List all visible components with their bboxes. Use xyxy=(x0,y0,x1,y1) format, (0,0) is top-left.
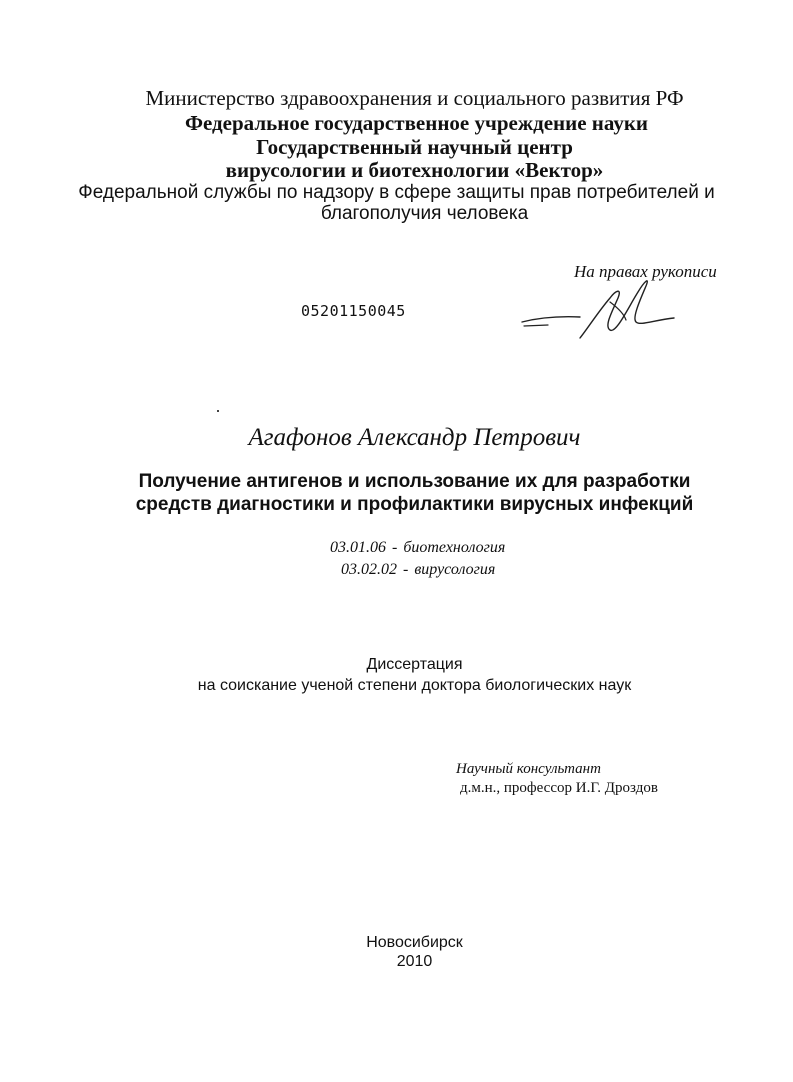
specialty-1-code: 03.01.06 xyxy=(330,539,386,556)
dissertation-title-line-1: Получение антигенов и использование их для разработки xyxy=(138,471,691,492)
document-type: Диссертация xyxy=(366,656,463,673)
specialty-1-name: биотехнология xyxy=(403,539,506,556)
city: Новосибирск xyxy=(366,934,463,951)
service-line-2: благополучия человека xyxy=(320,203,529,224)
consultant-label: Научный консультант xyxy=(456,761,601,777)
specialty-2 xyxy=(341,561,495,579)
dissertation-title-line-2: средств диагностики и профилактики вирусных инфекций xyxy=(135,494,694,515)
service-line-1: Федеральной службы по надзору в сфере защиты прав потребителей и xyxy=(78,182,715,203)
specialty-1 xyxy=(330,539,505,557)
manuscript-note: На правах рукописи xyxy=(574,262,717,281)
specialty-1-separator: - xyxy=(392,539,398,556)
specialty-2-separator: - xyxy=(403,561,409,578)
consultant-name: д.м.н., профессор И.Г. Дроздов xyxy=(460,780,658,796)
degree-statement: на соискание ученой степени доктора биологических наук xyxy=(197,677,632,694)
specialty-2-code: 03.02.02 xyxy=(341,561,397,578)
specialty-2-name: вирусология xyxy=(414,561,496,578)
institution-line-3: вирусологии и биотехнологии «Вектор» xyxy=(225,158,604,182)
author-name: Агафонов Александр Петрович xyxy=(248,424,581,451)
catalog-code: 05201150045 xyxy=(301,302,406,320)
year: 2010 xyxy=(396,953,433,970)
signature-icon xyxy=(518,268,688,348)
institution-line-1: Федеральное государственное учреждение науки xyxy=(184,111,649,135)
scan-speck xyxy=(217,410,219,412)
institution-line-2: Государственный научный центр xyxy=(256,135,573,159)
ministry-name: Министерство здравоохранения и социального развития РФ xyxy=(145,86,684,110)
